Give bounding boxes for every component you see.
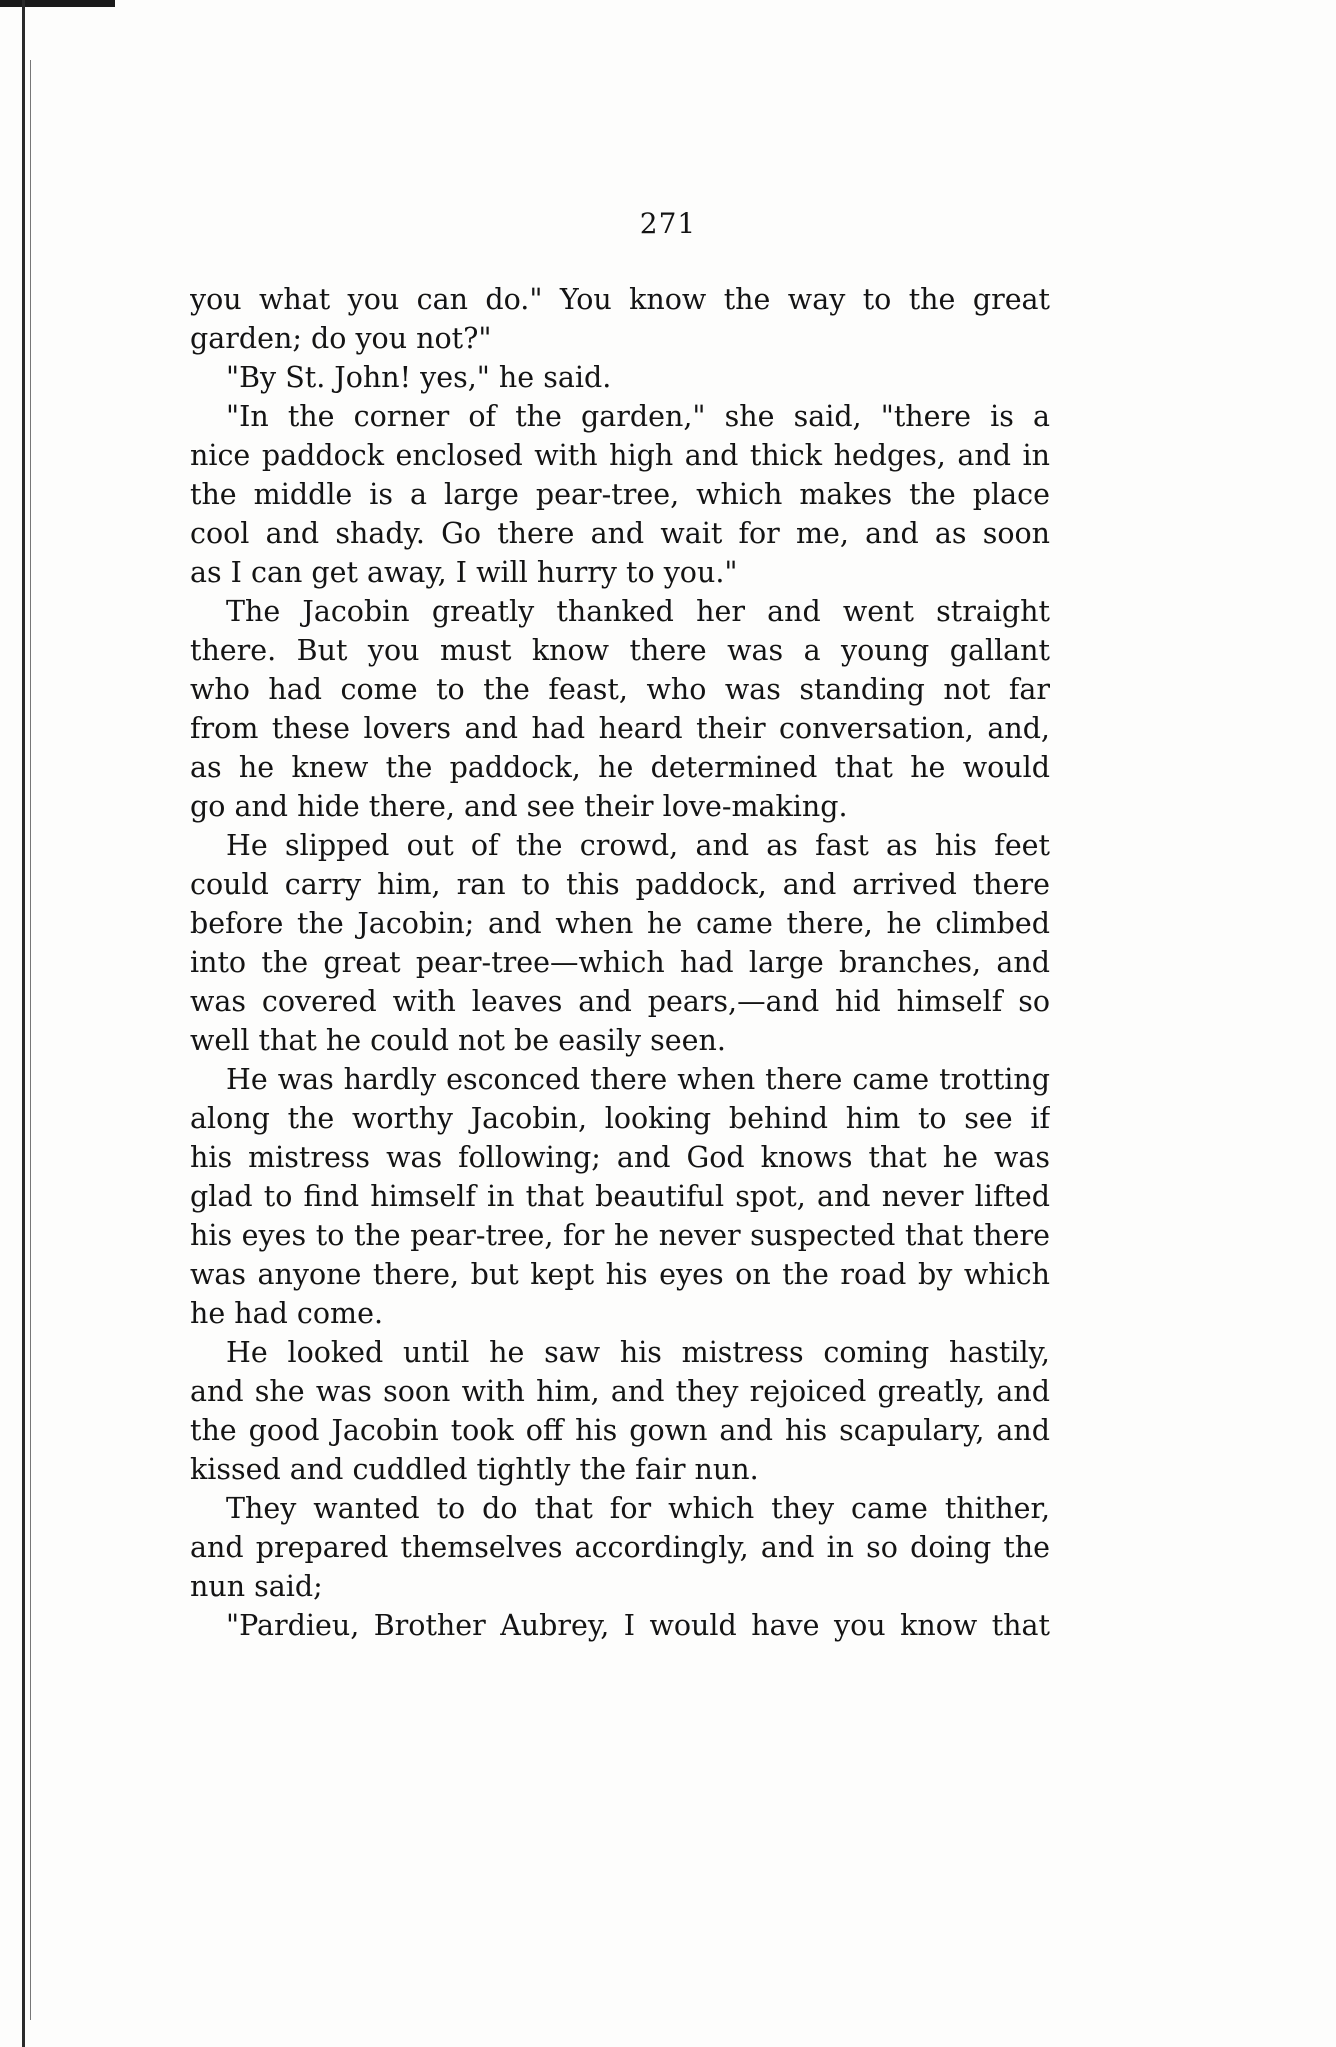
text-line: He was hardly esconced there when there came trotting — [226, 1063, 1050, 1096]
binding-edge-shadow — [30, 60, 31, 2020]
text-line: They wanted to do that for which they came thither, — [226, 1492, 1050, 1525]
text-line: his eyes to the pear-tree, for he never suspected that there — [190, 1219, 1050, 1252]
text-line: He looked until he saw his mistress coming hastily, — [226, 1336, 1050, 1369]
text-line: who had come to the feast, who was standing not far — [190, 673, 1050, 706]
text-line: was covered with leaves and pears,—and hid himself so — [190, 985, 1050, 1018]
text-line: as he knew the paddock, he determined that he would — [190, 751, 1050, 784]
text-line: garden; do you not?" — [190, 322, 492, 355]
text-line: well that he could not be easily seen. — [190, 1024, 726, 1057]
text-line: and prepared themselves accordingly, and in so doing the — [190, 1531, 1050, 1564]
text-line: he had come. — [190, 1297, 384, 1330]
text-line: The Jacobin greatly thanked her and went straight — [226, 595, 1050, 628]
text-line: nice paddock enclosed with high and thick hedges, and in — [190, 439, 1050, 472]
text-line: kissed and cuddled tightly the fair nun. — [190, 1453, 759, 1486]
text-line: there. But you must know there was a young gallant — [190, 634, 1050, 667]
binding-edge — [22, 0, 25, 2047]
text-line: go and hide there, and see their love-making. — [190, 790, 848, 823]
body-text — [190, 280, 1050, 1645]
text-line: into the great pear-tree—which had large branches, and — [190, 946, 1050, 979]
text-line: "In the corner of the garden," she said, "there is a — [226, 400, 1050, 433]
text-line: was anyone there, but kept his eyes on the road by which — [190, 1258, 1050, 1291]
text-line: cool and shady. Go there and wait for me, and as soon — [190, 517, 1050, 550]
text-line: the good Jacobin took off his gown and his scapulary, and — [190, 1414, 1050, 1447]
text-line: along the worthy Jacobin, looking behind him to see if — [190, 1102, 1050, 1135]
text-line: glad to find himself in that beautiful spot, and never lifted — [190, 1180, 1050, 1213]
text-line: "By St. John! yes," he said. — [226, 361, 612, 394]
page-number: 271 — [639, 207, 697, 240]
text-line: He slipped out of the crowd, and as fast as his feet — [226, 829, 1050, 862]
text-line: before the Jacobin; and when he came there, he climbed — [190, 907, 1050, 940]
text-line: nun said; — [190, 1570, 323, 1603]
text-line: "Pardieu, Brother Aubrey, I would have you know that — [226, 1609, 1050, 1642]
text-line: from these lovers and had heard their conversation, and, — [190, 712, 1050, 745]
text-line: the middle is a large pear-tree, which makes the place — [190, 478, 1050, 511]
text-line: his mistress was following; and God knows that he was — [190, 1141, 1050, 1174]
text-line: could carry him, ran to this paddock, and arrived there — [190, 868, 1050, 901]
text-line: and she was soon with him, and they rejoiced greatly, and — [190, 1375, 1050, 1408]
binding-corner-mark — [0, 0, 115, 7]
text-line: you what you can do." You know the way to the great — [190, 283, 1050, 316]
text-line: as I can get away, I will hurry to you." — [190, 556, 738, 589]
